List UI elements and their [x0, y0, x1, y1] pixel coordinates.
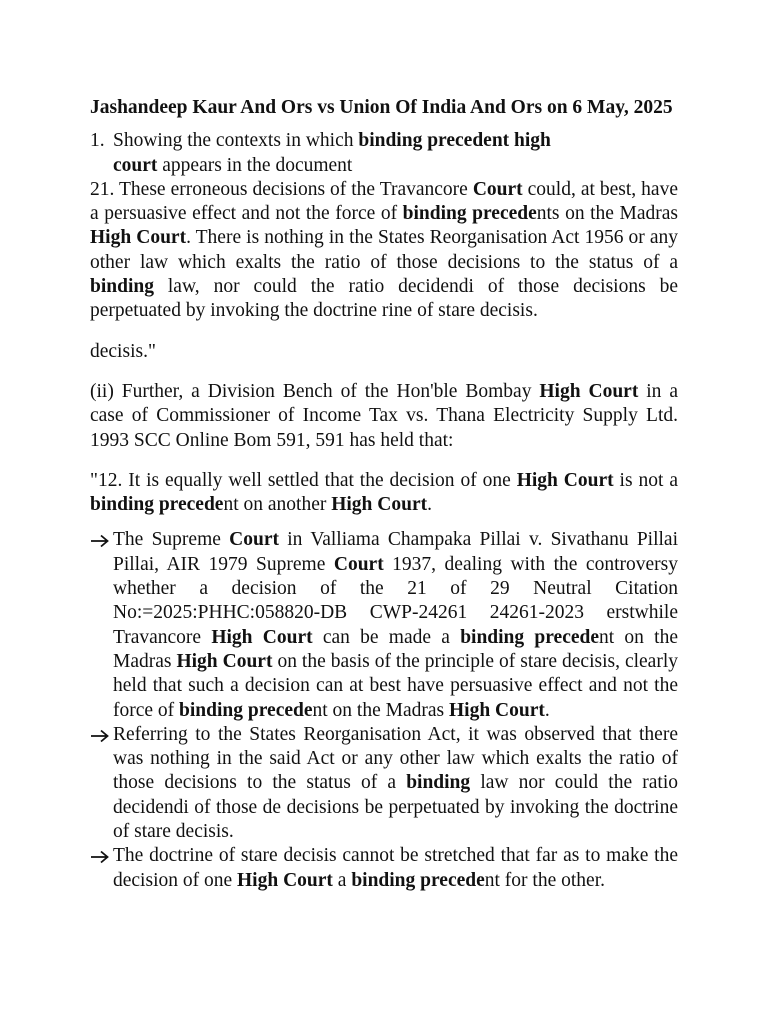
search-terms: binding precedent high court — [113, 130, 551, 176]
right-arrow-icon — [90, 844, 112, 864]
highlight-term: binding precede — [179, 699, 313, 721]
text-run: law, nor could the ratio decidendi of those decisions be perpetuated by invoking the doctrine rine of stare decisis. — [90, 276, 678, 322]
right-arrow-icon — [90, 723, 112, 743]
text-run: nt on another — [223, 494, 332, 516]
highlight-term: High Court — [516, 469, 614, 491]
paragraph-12 — [90, 469, 678, 518]
decisis-line: decisis." — [90, 340, 156, 362]
text-run: in Valliama Champaka Pillai v. Sivathanu Pillai Pillai, AIR 1979 Supreme — [113, 529, 678, 575]
text-run: nts on the Madras — [536, 203, 678, 225]
list-item — [90, 528, 678, 722]
right-arrow-icon — [90, 528, 112, 548]
text-run: . There is nothing in the States Reorganisation Act 1956 or any other law which exalts the ratio of those decisions to the status of a — [90, 227, 678, 273]
highlight-term: binding precede — [90, 494, 224, 516]
text-run: in a case of Commissioner of Income Tax vs. Thana Electricity Supply Ltd. 1993 SCC Online Bom 591, 591 has held that: — [90, 380, 678, 451]
highlight-term: High Court — [539, 380, 639, 402]
text-run: The doctrine of stare decisis cannot be stretched that far as to make the decision of one — [113, 845, 678, 891]
highlight-term: High Court — [331, 494, 428, 516]
document-title: Jashandeep Kaur And Ors vs Union Of India And Ors on 6 May, 2025 — [90, 97, 673, 118]
text-run: nt for the other. — [484, 869, 605, 891]
highlight-term: High Court — [176, 650, 273, 672]
bullet-list — [90, 528, 678, 892]
text-run: nt on the Madras — [312, 699, 449, 721]
highlight-term: binding precede — [460, 626, 600, 648]
text-run: could, at best, have a persuasive effect and not the force of — [90, 178, 678, 225]
context-pre: Showing the contexts in which — [113, 130, 359, 152]
text-run: Referring to the States Reorganisation Act, it was observed that there was nothing in the said Act or any other law which exalts the ratio of those decisions to the status of a — [113, 723, 678, 794]
highlight-term: Court — [333, 553, 384, 575]
highlight-term: High Court — [237, 869, 333, 891]
list-item — [90, 723, 678, 844]
context-item — [90, 129, 678, 178]
text-run: a — [332, 869, 352, 891]
paragraph-ii — [90, 380, 678, 453]
text-run: 1937, dealing with the controversy whether a decision of the 21 of 29 Neutral Citation No:=2025:PHHC:058820-DB CWP-24261 24261-2023 erstwhile Travancore — [113, 553, 678, 648]
highlight-term: High Court — [448, 699, 545, 721]
highlight-term: Court — [472, 178, 523, 200]
highlight-term: High Court — [211, 626, 313, 648]
list-item — [90, 844, 678, 893]
highlight-term: binding — [90, 276, 154, 298]
text-run: (ii) Further, a Division Bench of the Hon'ble Bombay — [90, 380, 540, 402]
text-run: law nor could the ratio decidendi of those de decisions be perpetuated by invoking the doctrine of stare decisis. — [113, 772, 678, 843]
highlight-term: binding precede — [351, 869, 485, 891]
highlight-term: binding — [406, 772, 471, 794]
text-run: . — [427, 494, 432, 516]
text-run: "12. It is equally well settled that the decision of one — [90, 469, 517, 491]
text-run: can be made a — [312, 626, 461, 648]
context-post: appears in the document — [157, 154, 353, 176]
highlight-term: Court — [229, 529, 279, 551]
context-item-number: 1. — [90, 130, 105, 152]
text-run: The Supreme — [113, 529, 230, 551]
document-page — [90, 96, 678, 893]
text-run: nt on the Madras — [113, 626, 678, 672]
highlight-term: binding precede — [402, 203, 537, 225]
text-run: on the basis of the principle of stare decisis, clearly held that such a decision can at best have persuasive effect and not the force of — [113, 650, 679, 721]
context-item-text — [113, 129, 578, 178]
text-run: 21. These erroneous decisions of the Travancore — [90, 178, 473, 200]
paragraph-21 — [90, 178, 678, 324]
highlight-term: High Court — [90, 227, 187, 249]
text-run: is not a — [613, 469, 678, 491]
text-run: . — [544, 699, 550, 721]
